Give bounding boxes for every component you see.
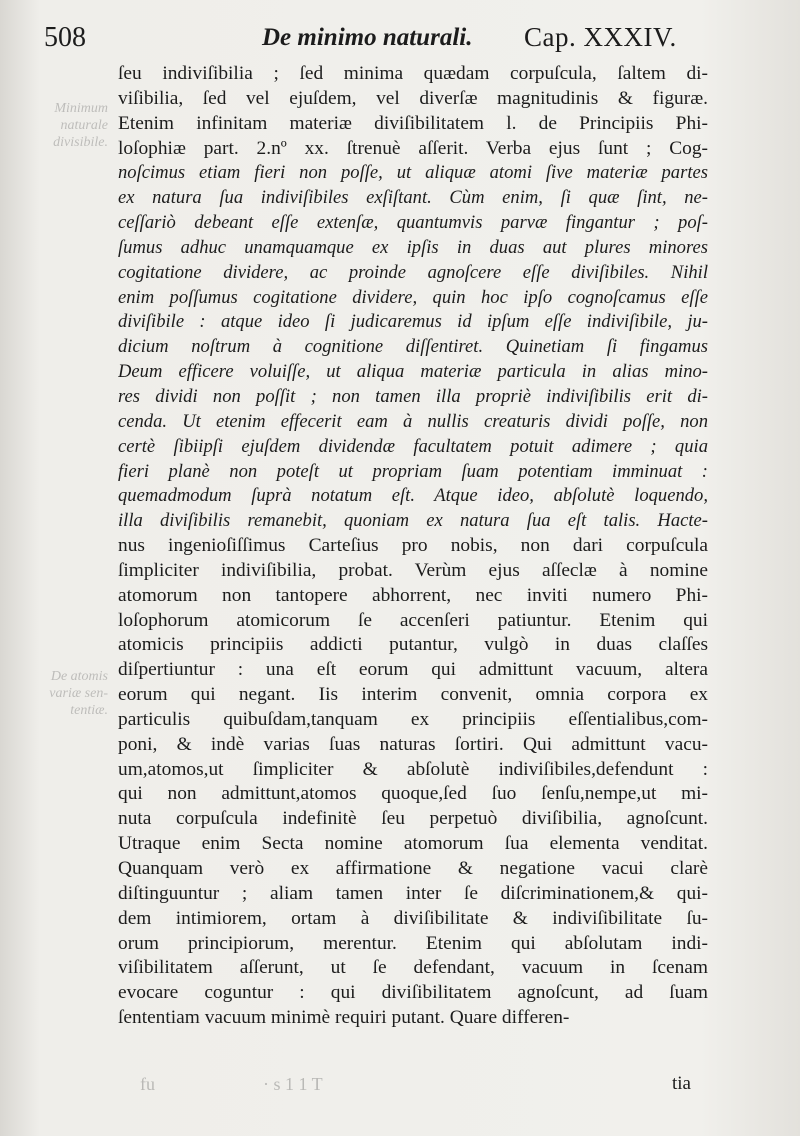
text-line: diſpertiuntur : una eſt eorum qui admittunt vacuum, altera <box>118 659 708 681</box>
text-line: cenda. Ut etenim effecerit eam à nullis creaturis dividi poſſe, non <box>118 410 708 432</box>
text-line: atomicis principiis addicti putantur, vulgò in duas claſſes <box>118 634 708 656</box>
text-line: Deum efficere voluiſſe, ut aliqua materiæ particula in alias mino- <box>118 361 708 383</box>
text-line: ſententiam vacuum minimè requiri putant. Quare differen- <box>118 1007 570 1029</box>
chapter-label: Cap. XXXIV. <box>524 22 677 52</box>
text-line: eorum qui negant. Iis interim convenit, omnia corpora ex <box>118 684 708 706</box>
text-line: loſophiæ part. 2.nº xx. ſtrenuè aſſerit. Verba ejus ſunt ; Cog- <box>118 137 708 159</box>
text-line: evocare coguntur : qui diviſibilitatem agnoſcunt, ad ſuam <box>118 982 708 1004</box>
text-line: ſeu indiviſibilia ; ſed minima quædam corpuſcula, ſaltem di- <box>118 63 708 84</box>
text-line: Quanquam verò ex affirmatione & negatione vacui clarè <box>118 858 708 879</box>
text-line: noſcimus etiam fieri non poſſe, ut aliquæ atomi ſive materiæ partes <box>118 162 708 184</box>
text-line: particulis quibuſdam,tanquam ex principiis eſſentialibus,com- <box>118 708 708 730</box>
text-line: nus ingenioſiſſimus Carteſius pro nobis, non dari corpuſcula <box>118 535 708 557</box>
bleed-through-margin-note-bottom: De atomis variæ sen- tentiæ. <box>49 669 108 718</box>
text-line: um,atomos,ut ſimpliciter & abſolutè indiviſibiles,defendunt : <box>118 758 708 780</box>
text-line: atomorum non tantopere abhorrent, nec inviti numero Phi- <box>118 584 708 606</box>
text-line: loſophorum atomicorum ſe accenſeri patiuntur. Etenim qui <box>118 609 708 631</box>
text-line: dicium noſtrum à cognitione diſſentiret. Quinetiam ſi fingamus <box>118 336 708 358</box>
text-line: certè ſibiipſi ejuſdem dividendæ facultatem potuit adimere ; quia <box>118 435 708 457</box>
text-line: enim poſſumus cogitatione dividere, quin hoc ipſo cognoſcamus eſſe <box>118 286 708 308</box>
text-line: diſtinguuntur ; aliam tamen inter ſe diſcriminationem,& qui- <box>118 882 708 904</box>
text-line: illa diviſibilis remanebit, quoniam ex natura ſua eſt talis. Hacte- <box>118 510 708 532</box>
text-line: res dividi non poſſit ; non tamen illa propriè indiviſibilis erit di- <box>118 385 708 407</box>
catchword: tia <box>672 1073 691 1094</box>
text-line: ex natura ſua indiviſibiles exſiſtant. Cùm enim, ſi quæ ſint, ne- <box>118 187 708 209</box>
text-line: cogitatione dividere, ac proinde agnoſcere eſſe diviſibiles. Nihil <box>118 261 708 283</box>
page-number: 508 <box>44 22 86 53</box>
text-line: viſibilia, ſed vel ejuſdem, vel diverſæ magnitudinis & figuræ. <box>118 87 708 109</box>
text-line: ſumus adhuc unamquamque ex ipſis in duas aut plures minores <box>118 236 708 258</box>
text-line: diviſibile : atque ideo ſi judicaremus id ipſum eſſe indiviſibile, ju- <box>118 311 708 333</box>
page-header <box>40 22 690 58</box>
text-line: Etenim infinitam materiæ diviſibilitatem l. de Principiis Phi- <box>118 112 708 134</box>
text-line: quemadmodum ſuprà notatum eſt. Atque ideo, abſolutè loquendo, <box>118 485 708 507</box>
text-line: viſibilitatem aſſerunt, ut ſe defendant, vacuum in ſcenam <box>118 957 708 979</box>
text-line: ſimpliciter indiviſibilia, probat. Verùm ejus aſſeclæ à nomine <box>118 559 708 581</box>
text-line: Utraque enim Secta nomine atomorum ſua elementa venditat. <box>118 833 708 855</box>
text-line: ceſſariò debeant eſſe extenſæ, quantumvis parvæ fingantur ; poſ- <box>118 212 708 234</box>
text-line: nuta corpuſcula indefinitè ſeu perpetuò diviſibilia, agnoſcunt. <box>118 808 708 830</box>
body-text <box>118 62 708 1031</box>
bleed-through-footer: fu · s 1 1 T <box>140 1074 323 1094</box>
text-line: fieri planè non poteſt ut propriam ſuam potentiam imminuat : <box>118 460 708 482</box>
text-line: dem intimiorem, ortam à diviſibilitate & indiviſibilitate ſu- <box>118 907 708 929</box>
text-line: orum principiorum, merentur. Etenim qui abſolutam indi- <box>118 932 708 954</box>
text-line: poni, & indè varias ſuas naturas ſortiri. Qui admittunt vacu- <box>118 733 708 755</box>
text-line: qui non admittunt,atomos quoque,ſed ſuo ſenſu,nempe,ut mi- <box>118 783 708 805</box>
bleed-through-margin-note-top: Minimum naturale divisibile. <box>53 101 108 150</box>
running-title: De minimo naturali. <box>262 24 473 51</box>
